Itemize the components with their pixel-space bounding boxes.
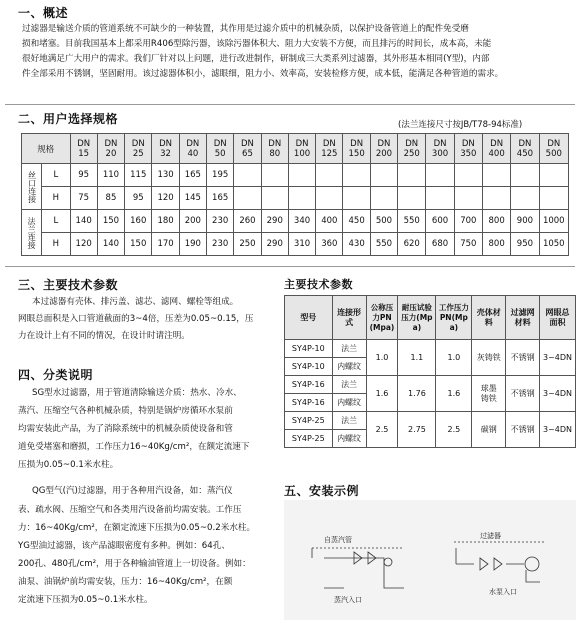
- spec-cell: 1000: [539, 210, 568, 233]
- dn-header-cell: [234, 134, 261, 164]
- test-cell: 1.1: [398, 340, 436, 376]
- class-line: 200孔、480孔/cm²，用于各种输油管道上一切设备。例如：: [18, 558, 251, 569]
- right-bottom-label: 水泵入口: [489, 588, 517, 596]
- spec-cell: 700: [454, 210, 482, 233]
- spec-cell: 120: [152, 187, 179, 210]
- spec-cell: 620: [398, 233, 426, 256]
- dn-header-cell: [261, 134, 288, 164]
- model-cell: SY4P-16: [285, 394, 333, 412]
- tech-line: 网眼总面积是入口管道截面的3~4倍，压差为0.05~0.15，压: [18, 314, 254, 324]
- dn-header-cell: [398, 134, 426, 164]
- dn-header-cell: [343, 134, 370, 164]
- install-diagram: [284, 500, 576, 620]
- dim-label: H: [42, 187, 70, 210]
- dn-value: 25: [132, 148, 144, 159]
- flanged-label: 法兰连接: [22, 210, 42, 256]
- overview-line: 过滤器是输送介质的管道系统不可缺少的一种装置，其作用是过滤介质中的机械杂质，以保护设备管道上的配件免受磨: [22, 24, 469, 34]
- spec-cell: 800: [482, 210, 510, 233]
- table-row: [22, 210, 569, 233]
- spec-cell: 430: [343, 233, 370, 256]
- dn-prefix: DN: [295, 138, 309, 149]
- working-cell: 2.5: [436, 412, 472, 448]
- spec-cell: 260: [234, 210, 261, 233]
- overview-line: 件全部采用不锈钢，坚固耐用。该过滤器体积小，滤眼细，阻力小、效率高，安装检修方便，成本低，能满足各种管道的需求。: [22, 69, 504, 79]
- spec-cell: [234, 187, 261, 210]
- spec-cell: [426, 164, 454, 187]
- body-cell: 灰铸铁: [472, 340, 506, 376]
- spec-cell: [482, 187, 510, 210]
- model-cell: SY4P-16: [285, 376, 333, 394]
- spec-cell: [316, 164, 343, 187]
- spec-cell: 600: [426, 210, 454, 233]
- spec-cell: [234, 164, 261, 187]
- table-row: [22, 233, 569, 256]
- classification-title: 四、分类说明: [18, 368, 94, 382]
- spec-cell: 230: [207, 233, 234, 256]
- nominal-cell: 1.0: [366, 340, 398, 376]
- dn-prefix: DN: [322, 138, 336, 149]
- threaded-label: 丝口连接: [22, 164, 42, 210]
- dn-value: 32: [160, 148, 171, 159]
- spec-cell: 145: [179, 187, 206, 210]
- spec-cell: [288, 187, 315, 210]
- overview-line: 很好地满足广大用户的需求。我们厂针对以上问题，进行改进制作，研制成三大类系列过滤器，其外形基本相同(Y型)，内部: [22, 54, 490, 64]
- dn-value: 15: [78, 148, 90, 159]
- spec-cell: 140: [97, 233, 124, 256]
- dn-value: 400: [488, 148, 505, 159]
- spec-cell: 140: [70, 210, 97, 233]
- mesh-cell: 不锈钢: [506, 376, 540, 412]
- connection-cell: 内螺纹: [332, 430, 366, 448]
- dn-header-cell: [70, 134, 97, 164]
- selection-title: 二、用户选择规格: [18, 112, 119, 126]
- dn-value: 125: [321, 148, 338, 159]
- spec-cell: [398, 187, 426, 210]
- spec-cell: 190: [179, 233, 206, 256]
- right-top-label: 过滤器: [480, 532, 501, 540]
- spec-cell: [539, 187, 568, 210]
- class-line: QG型气(汽)过滤器，用于各种用汽设备，如：蒸汽仪: [32, 486, 233, 497]
- overview-text: [22, 22, 578, 82]
- spec-cell: 250: [234, 233, 261, 256]
- spec-table: [21, 133, 569, 256]
- spec-cell: 360: [316, 233, 343, 256]
- spec-cell: [343, 164, 370, 187]
- test-cell: 2.75: [398, 412, 436, 448]
- dn-header-cell: [125, 134, 152, 164]
- spec-cell: 1050: [539, 233, 568, 256]
- divider: [5, 266, 575, 267]
- model-cell: SY4P-10: [285, 340, 333, 358]
- spec-cell: [482, 164, 510, 187]
- dn-value: 300: [431, 148, 449, 159]
- dn-prefix: DN: [461, 138, 475, 149]
- body-cell: 碳钢: [472, 412, 506, 448]
- spec-cell: 165: [179, 164, 206, 187]
- divider: [5, 104, 575, 105]
- dn-value: 50: [214, 148, 226, 159]
- spec-cell: 550: [370, 233, 397, 256]
- spec-cell: [511, 187, 539, 210]
- dn-prefix: DN: [159, 138, 172, 149]
- class-line: 表、疏水阀、压缩空气和各类用汽设备前均需安装。工作压: [18, 504, 242, 515]
- dim-label: L: [42, 164, 70, 187]
- standard-note: (法兰连接尺寸按JB/T78-94标准): [398, 120, 523, 130]
- spec-cell: [426, 187, 454, 210]
- nominal-cell: 2.5: [366, 412, 398, 448]
- dn-value: 250: [403, 148, 420, 159]
- install-title: 五、安装示例: [284, 484, 360, 498]
- spec-cell: [261, 187, 288, 210]
- model-cell: SY4P-10: [285, 358, 333, 376]
- spec-cell: 95: [70, 164, 97, 187]
- dn-prefix: DN: [186, 138, 200, 149]
- model-cell: SY4P-25: [285, 412, 333, 430]
- class-line: 蒸汽、压缩空气各种机械杂质，特别是锅炉房循环水泵前: [18, 406, 233, 417]
- dn-value: 20: [105, 148, 117, 159]
- dn-prefix: DN: [240, 138, 254, 149]
- spec-cell: 115: [125, 164, 152, 187]
- spec-cell: [288, 164, 315, 187]
- spec-cell: [454, 164, 482, 187]
- spec-cell: 400: [316, 210, 343, 233]
- spec-cell: 500: [370, 210, 397, 233]
- class-line: 定流速下压损为0.05~0.1米水柱。: [18, 595, 153, 606]
- spec-cell: 130: [152, 164, 179, 187]
- dn-value: 500: [545, 148, 562, 159]
- tech-line: 本过滤器有壳体、排污盖、滤芯、滤网、螺栓等组成。: [32, 297, 239, 307]
- table-row: [285, 376, 576, 394]
- spec-cell: 450: [343, 210, 370, 233]
- spec-cell: [539, 164, 568, 187]
- spec-cell: [454, 187, 482, 210]
- dn-header-cell: [97, 134, 124, 164]
- dn-value: 350: [460, 148, 477, 159]
- class-line: 力：16~40Kg/cm²，在额定流速下压损为0.05~0.2米水柱。: [18, 522, 256, 533]
- spec-cell: 165: [207, 187, 234, 210]
- dn-value: 200: [375, 148, 393, 159]
- spec-cell: 195: [207, 164, 234, 187]
- params-header-cell: 公称压力PN(Mpa): [366, 296, 398, 340]
- dn-value: 65: [242, 148, 253, 159]
- working-cell: 1.0: [436, 340, 472, 376]
- connection-cell: 法兰: [332, 412, 366, 430]
- dn-header-cell: [539, 134, 568, 164]
- model-cell: SY4P-25: [285, 430, 333, 448]
- dn-header-cell: [511, 134, 539, 164]
- dn-value: 40: [187, 148, 199, 159]
- spec-cell: [343, 187, 370, 210]
- spec-cell: 120: [70, 233, 97, 256]
- spec-cell: 110: [97, 164, 124, 187]
- spec-cell: 85: [97, 187, 124, 210]
- dn-prefix: DN: [77, 138, 91, 149]
- spec-cell: 290: [261, 233, 288, 256]
- table-row: [285, 340, 576, 358]
- spec-cell: 160: [125, 210, 152, 233]
- area-cell: 3~4DN: [540, 340, 576, 376]
- dn-header-cell: [207, 134, 234, 164]
- dn-prefix: DN: [490, 138, 504, 149]
- class-line: 油泵、油锅炉前均需安装，压力：16~40Kg/cm²，在额: [18, 576, 233, 587]
- spec-cell: 75: [70, 187, 97, 210]
- spec-cell: [370, 187, 397, 210]
- dn-prefix: DN: [104, 138, 118, 149]
- class-line: [18, 474, 280, 482]
- dn-value: 150: [348, 148, 365, 159]
- dn-prefix: DN: [350, 138, 364, 149]
- spec-cell: 550: [398, 210, 426, 233]
- spec-cell: 95: [125, 187, 152, 210]
- dim-label: L: [42, 210, 70, 233]
- params-title: 主要技术参数: [284, 278, 353, 291]
- connection-cell: 法兰: [332, 376, 366, 394]
- left-bottom-label: 蒸汽入口: [334, 596, 362, 604]
- left-top-label: 自蒸汽管: [324, 536, 352, 544]
- dn-header-cell: [288, 134, 315, 164]
- spec-cell: 340: [288, 210, 315, 233]
- class-line: 道免受堵塞和磨损，工作压力16~40Kg/cm²，在额定流速下: [18, 442, 250, 453]
- mesh-cell: 不锈钢: [506, 412, 540, 448]
- spec-cell: 310: [288, 233, 315, 256]
- spec-cell: [316, 187, 343, 210]
- dim-label: H: [42, 233, 70, 256]
- spec-cell: 900: [511, 210, 539, 233]
- params-header-cell: 壳体材料: [472, 296, 506, 340]
- dn-value: 80: [269, 148, 281, 159]
- table-row: [22, 187, 569, 210]
- params-header-cell: 连接形式: [332, 296, 366, 340]
- dn-prefix: DN: [213, 138, 227, 149]
- spec-cell: 290: [261, 210, 288, 233]
- dn-prefix: DN: [518, 138, 532, 149]
- dn-header-cell: [426, 134, 454, 164]
- mesh-cell: 不锈钢: [506, 340, 540, 376]
- table-header-row: [22, 134, 569, 164]
- spec-cell: 150: [97, 210, 124, 233]
- dn-prefix: DN: [377, 138, 391, 149]
- test-cell: 1.76: [398, 376, 436, 412]
- table-row: [22, 164, 569, 187]
- spec-cell: 170: [152, 233, 179, 256]
- table-row: [285, 412, 576, 430]
- dn-header-cell: [370, 134, 397, 164]
- dn-value: 100: [293, 148, 311, 159]
- connection-cell: 法兰: [332, 340, 366, 358]
- spec-cell: [370, 164, 397, 187]
- body-cell: 球墨铸铁: [472, 376, 506, 412]
- params-header-cell: 过滤网材料: [506, 296, 540, 340]
- connection-cell: 内螺纹: [332, 394, 366, 412]
- overview-title: 一、概述: [18, 6, 69, 20]
- dn-header-cell: [152, 134, 179, 164]
- class-line: YG型油过滤器，该产品滤眼密度有多种。例如：64孔、: [18, 540, 230, 551]
- tech-line: 力在设计上有不同的情况，在设计时请注明。: [18, 331, 190, 341]
- params-header-row: [285, 296, 576, 340]
- spec-cell: 200: [179, 210, 206, 233]
- tech-text: [18, 294, 280, 345]
- spec-cell: 230: [207, 210, 234, 233]
- dn-value: 450: [516, 148, 534, 159]
- params-header-cell: 网眼总面积: [540, 296, 576, 340]
- params-header-cell: 耐压试验压力(Mpa): [398, 296, 436, 340]
- class-line: 均需安装此产品，为了消除系统中的机械杂质使设备和管: [18, 424, 233, 435]
- spec-cell: 750: [454, 233, 482, 256]
- connection-cell: 内螺纹: [332, 358, 366, 376]
- dn-header-cell: [316, 134, 343, 164]
- nominal-cell: 1.6: [366, 376, 398, 412]
- params-header-cell: 工作压力PN(Mpa): [436, 296, 472, 340]
- dn-header-cell: [454, 134, 482, 164]
- dn-prefix: DN: [433, 138, 447, 149]
- spec-cell: 680: [426, 233, 454, 256]
- overview-line: 损和堵塞。目前我国基本上都采用R406型除污器，该除污器体积大、阻力大安装不方便，而且排污的时间长，成本高，未能: [22, 39, 492, 49]
- dn-prefix: DN: [547, 138, 561, 149]
- area-cell: 3~4DN: [540, 412, 576, 448]
- params-table: [284, 295, 576, 448]
- dn-header-cell: [482, 134, 510, 164]
- spec-cell: [261, 164, 288, 187]
- area-cell: 3~4DN: [540, 376, 576, 412]
- params-header-cell: 型号: [285, 296, 333, 340]
- class-line: SG型水过滤器，用于管道清除输送介质：热水、冷水、: [32, 388, 242, 398]
- spec-cell: 950: [511, 233, 539, 256]
- dn-prefix: DN: [131, 138, 145, 149]
- dn-prefix: DN: [268, 138, 282, 149]
- spec-cell: 180: [152, 210, 179, 233]
- spec-cell: [398, 164, 426, 187]
- working-cell: 1.6: [436, 376, 472, 412]
- dn-header-cell: [179, 134, 206, 164]
- spec-cell: 800: [482, 233, 510, 256]
- spec-cell: [511, 164, 539, 187]
- tech-title: 三、主要技术参数: [18, 278, 119, 292]
- classification-text: [18, 384, 280, 609]
- spec-cell: 150: [125, 233, 152, 256]
- class-line: 压损为0.05~0.1米水柱。: [18, 460, 119, 471]
- dn-prefix: DN: [405, 138, 419, 149]
- spec-label: 规格: [22, 134, 71, 164]
